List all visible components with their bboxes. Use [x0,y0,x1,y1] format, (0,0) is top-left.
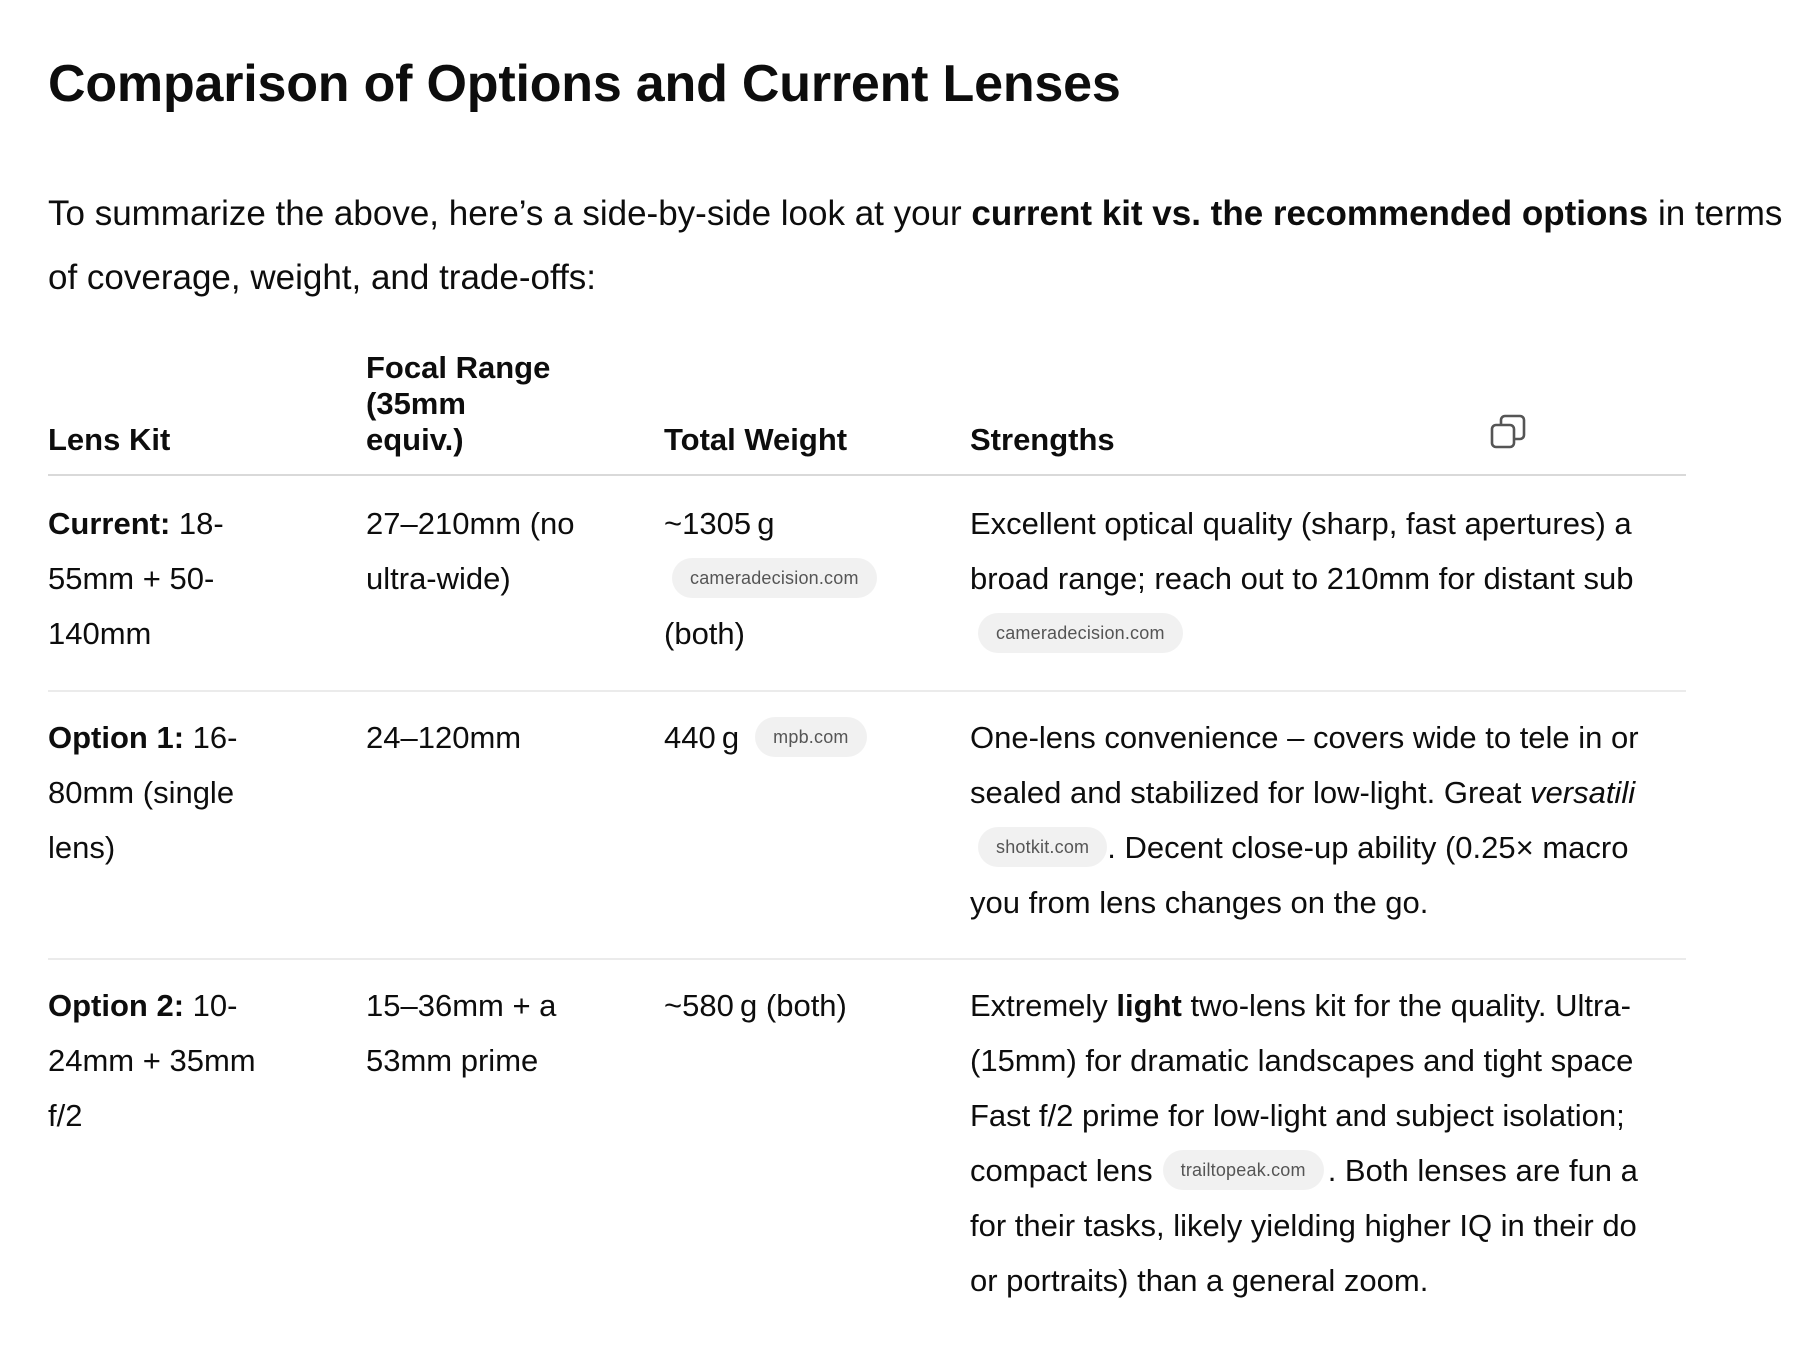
header-total-weight: Total Weight [664,422,848,457]
strengths-bold: light [1116,988,1182,1023]
kit-text: 10- [184,988,238,1023]
focal-text: 15–36mm + a [366,988,557,1023]
table-row-option-2 [48,958,1686,1358]
cell-kit [48,710,328,875]
kit-text: 80mm (single [48,775,235,810]
intro-text-before: To summarize the above, here’s a side-by-side look at your [48,194,972,233]
intro-paragraph [48,182,1788,310]
cell-weight [664,978,954,1033]
kit-text: 55mm + 50- [48,561,215,596]
copy-table-button[interactable] [1488,412,1528,452]
cell-kit [48,978,328,1143]
strengths-text: Extremely [970,988,1117,1023]
focal-text: 53mm prime [366,1043,539,1078]
header-focal-line2: (35mm [366,386,466,421]
strengths-italic: versatili [1530,775,1636,810]
table-row-option-1 [48,690,1686,960]
kit-label: Option 1: [48,720,185,755]
header-strengths: Strengths [970,422,1115,457]
table-header [48,340,1686,476]
source-link[interactable]: cameradecision.com [672,558,877,598]
intro-text-bold: current kit vs. the recommended options [971,194,1649,233]
cell-focal [366,978,646,1088]
weight-text: 440 g [664,720,740,755]
source-link[interactable]: trailtopeak.com [1163,1150,1324,1190]
cell-strengths [970,496,1686,661]
strengths-text: for their tasks, likely yielding higher IQ in their do [970,1208,1637,1243]
cell-strengths [970,710,1686,930]
strengths-text: you from lens changes on the go. [970,885,1429,920]
header-focal-range [366,350,550,458]
strengths-text: or portraits) than a general zoom. [970,1263,1429,1298]
source-link[interactable]: shotkit.com [978,827,1107,867]
copy-icon [1488,412,1528,452]
strengths-text: sealed and stabilized for low-light. Great [970,775,1531,810]
kit-text: lens) [48,830,116,865]
header-lens-kit: Lens Kit [48,422,171,457]
cell-weight [664,710,954,765]
header-focal-line3: equiv.) [366,422,464,457]
strengths-text: (15mm) for dramatic landscapes and tight space [970,1043,1634,1078]
page-title: Comparison of Options and Current Lenses [48,55,1121,113]
kit-label: Current: [48,506,171,541]
kit-text: 16- [184,720,238,755]
cell-strengths [970,978,1686,1308]
cell-kit [48,496,328,661]
comparison-table[interactable] [48,340,1686,1360]
source-link[interactable]: cameradecision.com [978,613,1183,653]
kit-text: 18- [170,506,224,541]
header-focal-line1: Focal Range [366,350,551,385]
focal-text: 24–120mm [366,720,522,755]
strengths-text: Excellent optical quality (sharp, fast apertures) a [970,506,1632,541]
cell-focal [366,496,646,606]
cell-weight [664,496,954,661]
kit-text: 24mm + 35mm [48,1043,256,1078]
strengths-text: two-lens kit for the quality. Ultra- [1181,988,1631,1023]
intro-text-after: in terms of coverage, weight, and trade-offs: [48,194,1783,297]
kit-label: Option 2: [48,988,185,1023]
focal-text: ultra-wide) [366,561,511,596]
weight-text: ~1305 g [664,506,775,541]
kit-text: 140mm [48,616,152,651]
strengths-text: . Both lenses are fun a [1327,1153,1638,1188]
kit-text: f/2 [48,1098,83,1133]
cell-focal [366,710,646,765]
table-row-current [48,476,1686,692]
strengths-text: compact lens [970,1153,1153,1188]
weight-text: (both) [664,616,745,651]
source-link[interactable]: mpb.com [755,717,866,757]
strengths-text: One-lens convenience – covers wide to tele in or [970,720,1639,755]
focal-text: 27–210mm (no [366,506,575,541]
strengths-text: broad range; reach out to 210mm for distant sub [970,561,1634,596]
strengths-text: . Decent close-up ability (0.25× macro [1107,830,1629,865]
weight-text: ~580 g (both) [664,988,847,1023]
strengths-text: Fast f/2 prime for low-light and subject isolation; [970,1098,1625,1133]
